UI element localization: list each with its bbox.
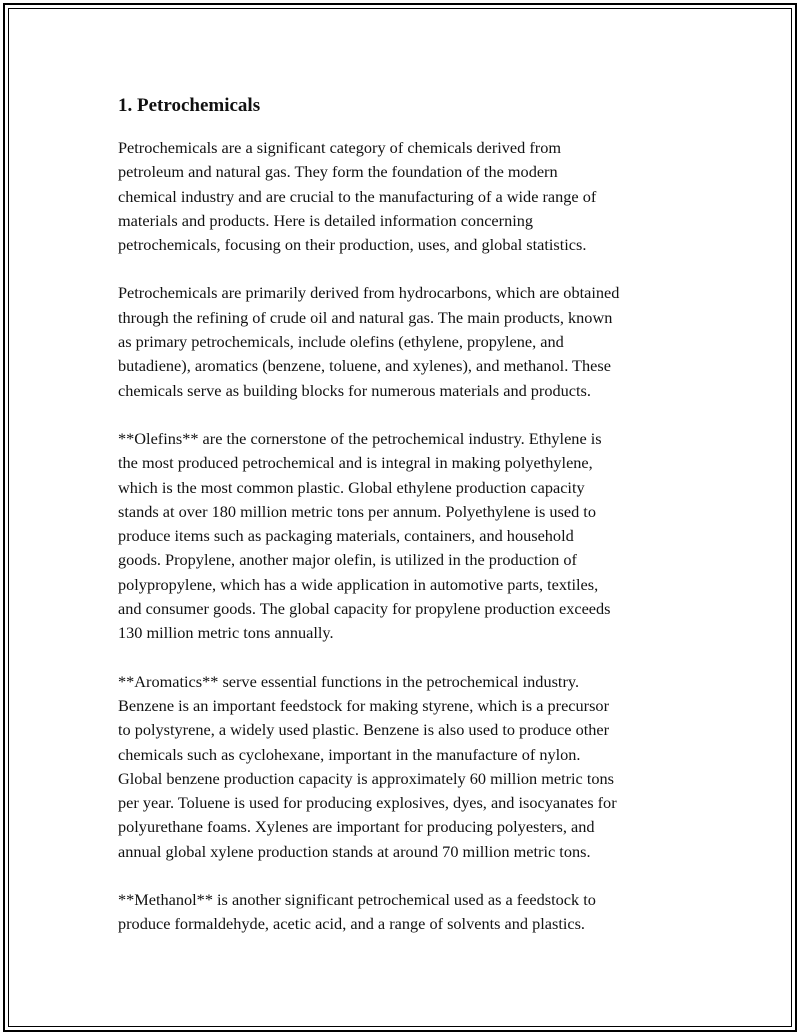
paragraph-olefins: **Olefins** are the cornerstone of the petrochemical industry. Ethylene is the most produced petrochemical and is integral in making polyethylene, which is the most common plastic. Global ethylene production capacity stands at over 180 million metric tons per annum. Polyethylene is used to produce items such as packaging materials, containers, and household goods. Propylene, another major olefin, is utilized in the production of polypropylene, which has a wide application in automotive parts, textiles, and consumer goods. The global capacity for propylene production exceeds 130 million metric tons annually. xyxy=(118,428,611,643)
section-heading: 1. Petrochemicals xyxy=(118,95,261,116)
paragraph-sources: Petrochemicals are primarily derived from hydrocarbons, which are obtained through the refining of crude oil and natural gas. The main products, known as primary petrochemicals, include olefins (ethylene, propylene, and butadiene), aromatics (benzene, toluene, and xylenes), and methanol. These chemicals serve as building blocks for numerous materials and products. xyxy=(118,283,620,400)
document-content xyxy=(118,92,690,937)
paragraph-intro: Petrochemicals are a significant category of chemicals derived from petroleum and natural gas. They form the foundation of the modern chemical industry and are crucial to the manufacturing of a wide range of materials and products. Here is detailed information concerning petrochemicals, focusing on their production, uses, and global statistics. xyxy=(118,138,597,255)
paragraph-aromatics: **Aromatics** serve essential functions in the petrochemical industry. Benzene is an important feedstock for making styrene, which is a precursor to polystyrene, a widely used plastic. Benzene is also used to produce other chemicals such as cyclohexane, important in the manufacture of nylon. Global benzene production capacity is approximately 60 million metric tons per year. Toluene is used for producing explosives, dyes, and isocyanates for polyurethane foams. Xylenes are important for producing polyesters, and annual global xylene production stands at around 70 million metric tons. xyxy=(118,671,617,861)
paragraph-methanol: **Methanol** is another significant petrochemical used as a feedstock to produce formaldehyde, acetic acid, and a range of solvents and plastics. xyxy=(118,890,596,934)
